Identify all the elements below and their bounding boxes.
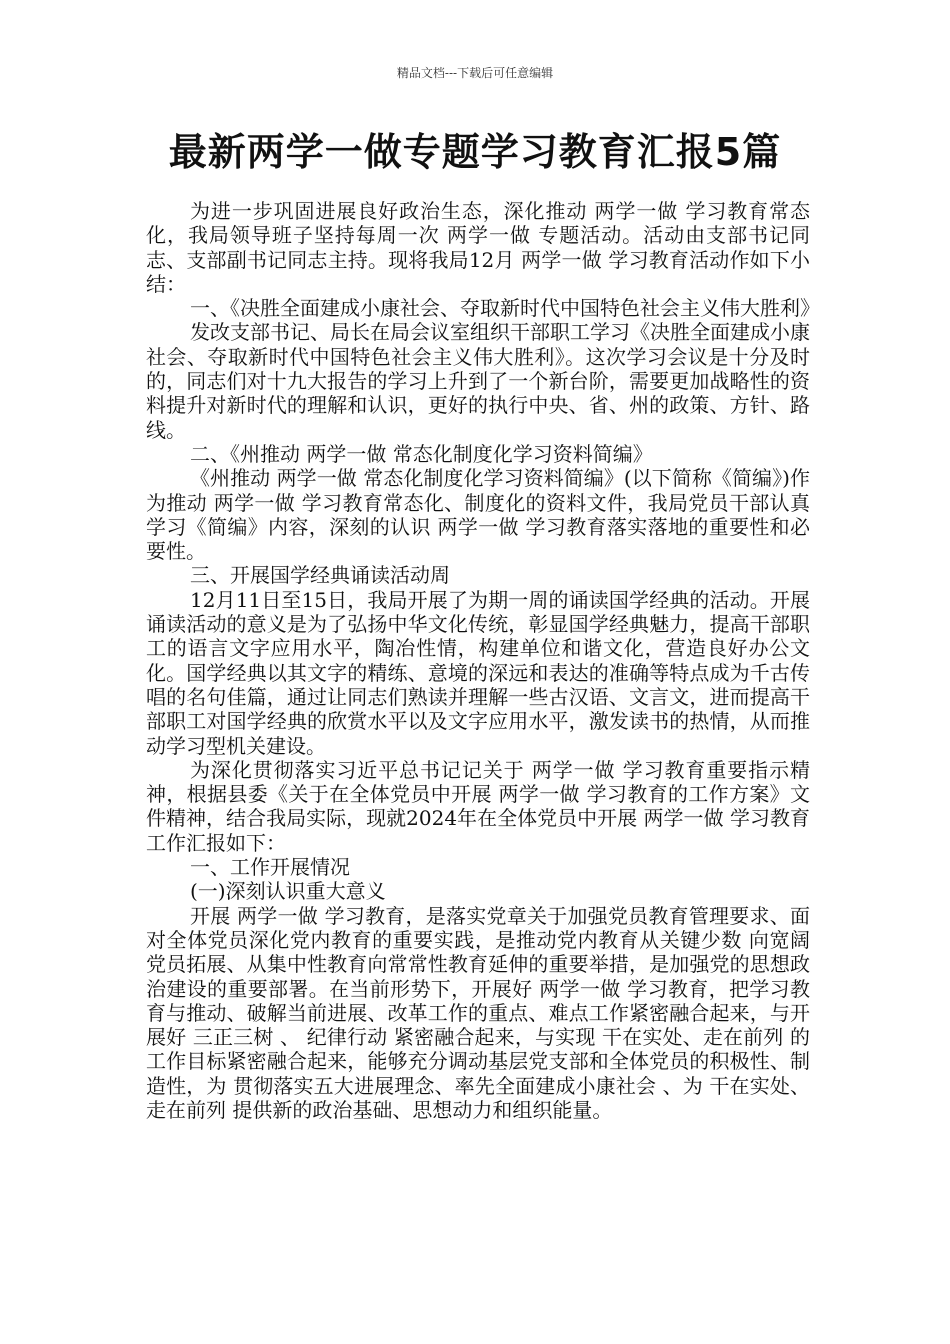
document-title: 最新两学一做专题学习教育汇报5篇 <box>168 130 782 174</box>
section-heading-2: 二、《州推动 两学一做 常态化制度化学习资料简编》 <box>190 441 653 466</box>
paragraph-intro: 为进一步巩固进展良好政治生态，深化推动 两学一做 学习教育常态化，我局领导班子坚持每周一次 两学一做 专题活动。活动由支部书记同志、支部副书记同志主持。现将我局12月 两学一做 学习教育活动作如下小结： <box>146 199 810 296</box>
paragraph-section-3: 12月11日至15日，我局开展了为期一周的诵读国学经典的活动。开展诵读活动的意义是为了弘扬中华文化传统，彰显国学经典魅力，提高干部职工的语言文字应用水平，陶冶性情，构建单位和谐文化，营造良好办公文化。国学经典以其文字的精练、意境的深远和表达的准确等特点成为千古传唱的名句佳篇，通过让同志们熟读并理解一些古汉语、文言文，进而提高干部职工对国学经典的欣赏水平以及文字应用水平，激发读书的热情，从而推动学习型机关建设。 <box>146 587 810 758</box>
subsection-heading-1: (一)深刻认识重大意义 <box>190 879 386 904</box>
paragraph-significance: 开展 两学一做 学习教育，是落实党章关于加强党员教育管理要求、面对全体党员深化党内教育的重要实践，是推动党内教育从关键少数 向宽阔党员拓展、从集中性教育向常常性教育延伸的重要举措，是加强党的思想政治建设的重要部署。在当前形势下，开展好 两学一做 学习教育，把学习教育与推动、破解当前进展、改革工作的重点、难点工作紧密融合起来，与开展好 三正三树 、 纪律行动 紧密融合起来，与实现 干在实处、走在前列 的工作目标紧密融合起来，能够充分调动基层党支部和全体党员的积极性、制造性，为 贯彻落实五大进展理念、率先全面建成小康社会 、为 干在实处、走在前列 提供新的政治基础、思想动力和组织能量。 <box>146 903 810 1122</box>
paragraph-section-2: 《州推动 两学一做 常态化制度化学习资料简编》(以下简称《简编》)作为推动 两学一做 学习教育常态化、制度化的资料文件，我局党员干部认真学习《简编》内容，深刻的认识 两学一做 学习教育落实落地的重要性和必要性。 <box>146 466 810 564</box>
paragraph-section-1: 发改支部书记、局长在局会议室组织干部职工学习《决胜全面建成小康社会、夺取新时代中国特色社会主义伟大胜利》。这次学习会议是十分及时的，同志们对十九大报告的学习上升到了一个新台阶，需要更加战略性的资料提升对新时代的理解和认识，更好的执行中央、省、州的政策、方针、路线。 <box>146 320 810 442</box>
header-note: 精品文档---下载后可任意编辑 <box>396 66 554 80</box>
section-heading-work: 一、工作开展情况 <box>190 855 350 880</box>
section-heading-3: 三、开展国学经典诵读活动周 <box>190 563 450 588</box>
section-heading-1: 一、《决胜全面建成小康社会、夺取新时代中国特色社会主义伟大胜利》 <box>190 296 820 321</box>
document-body <box>146 199 820 1122</box>
paragraph-report-intro: 为深化贯彻落实习近平总书记记关于 两学一做 学习教育重要指示精神，根据县委《关于在全体党员中开展 两学一做 学习教育的工作方案》文件精神，结合我局实际，现就2024年在全体党员中开展 两学一做 学习教育工作汇报如下： <box>146 757 810 855</box>
